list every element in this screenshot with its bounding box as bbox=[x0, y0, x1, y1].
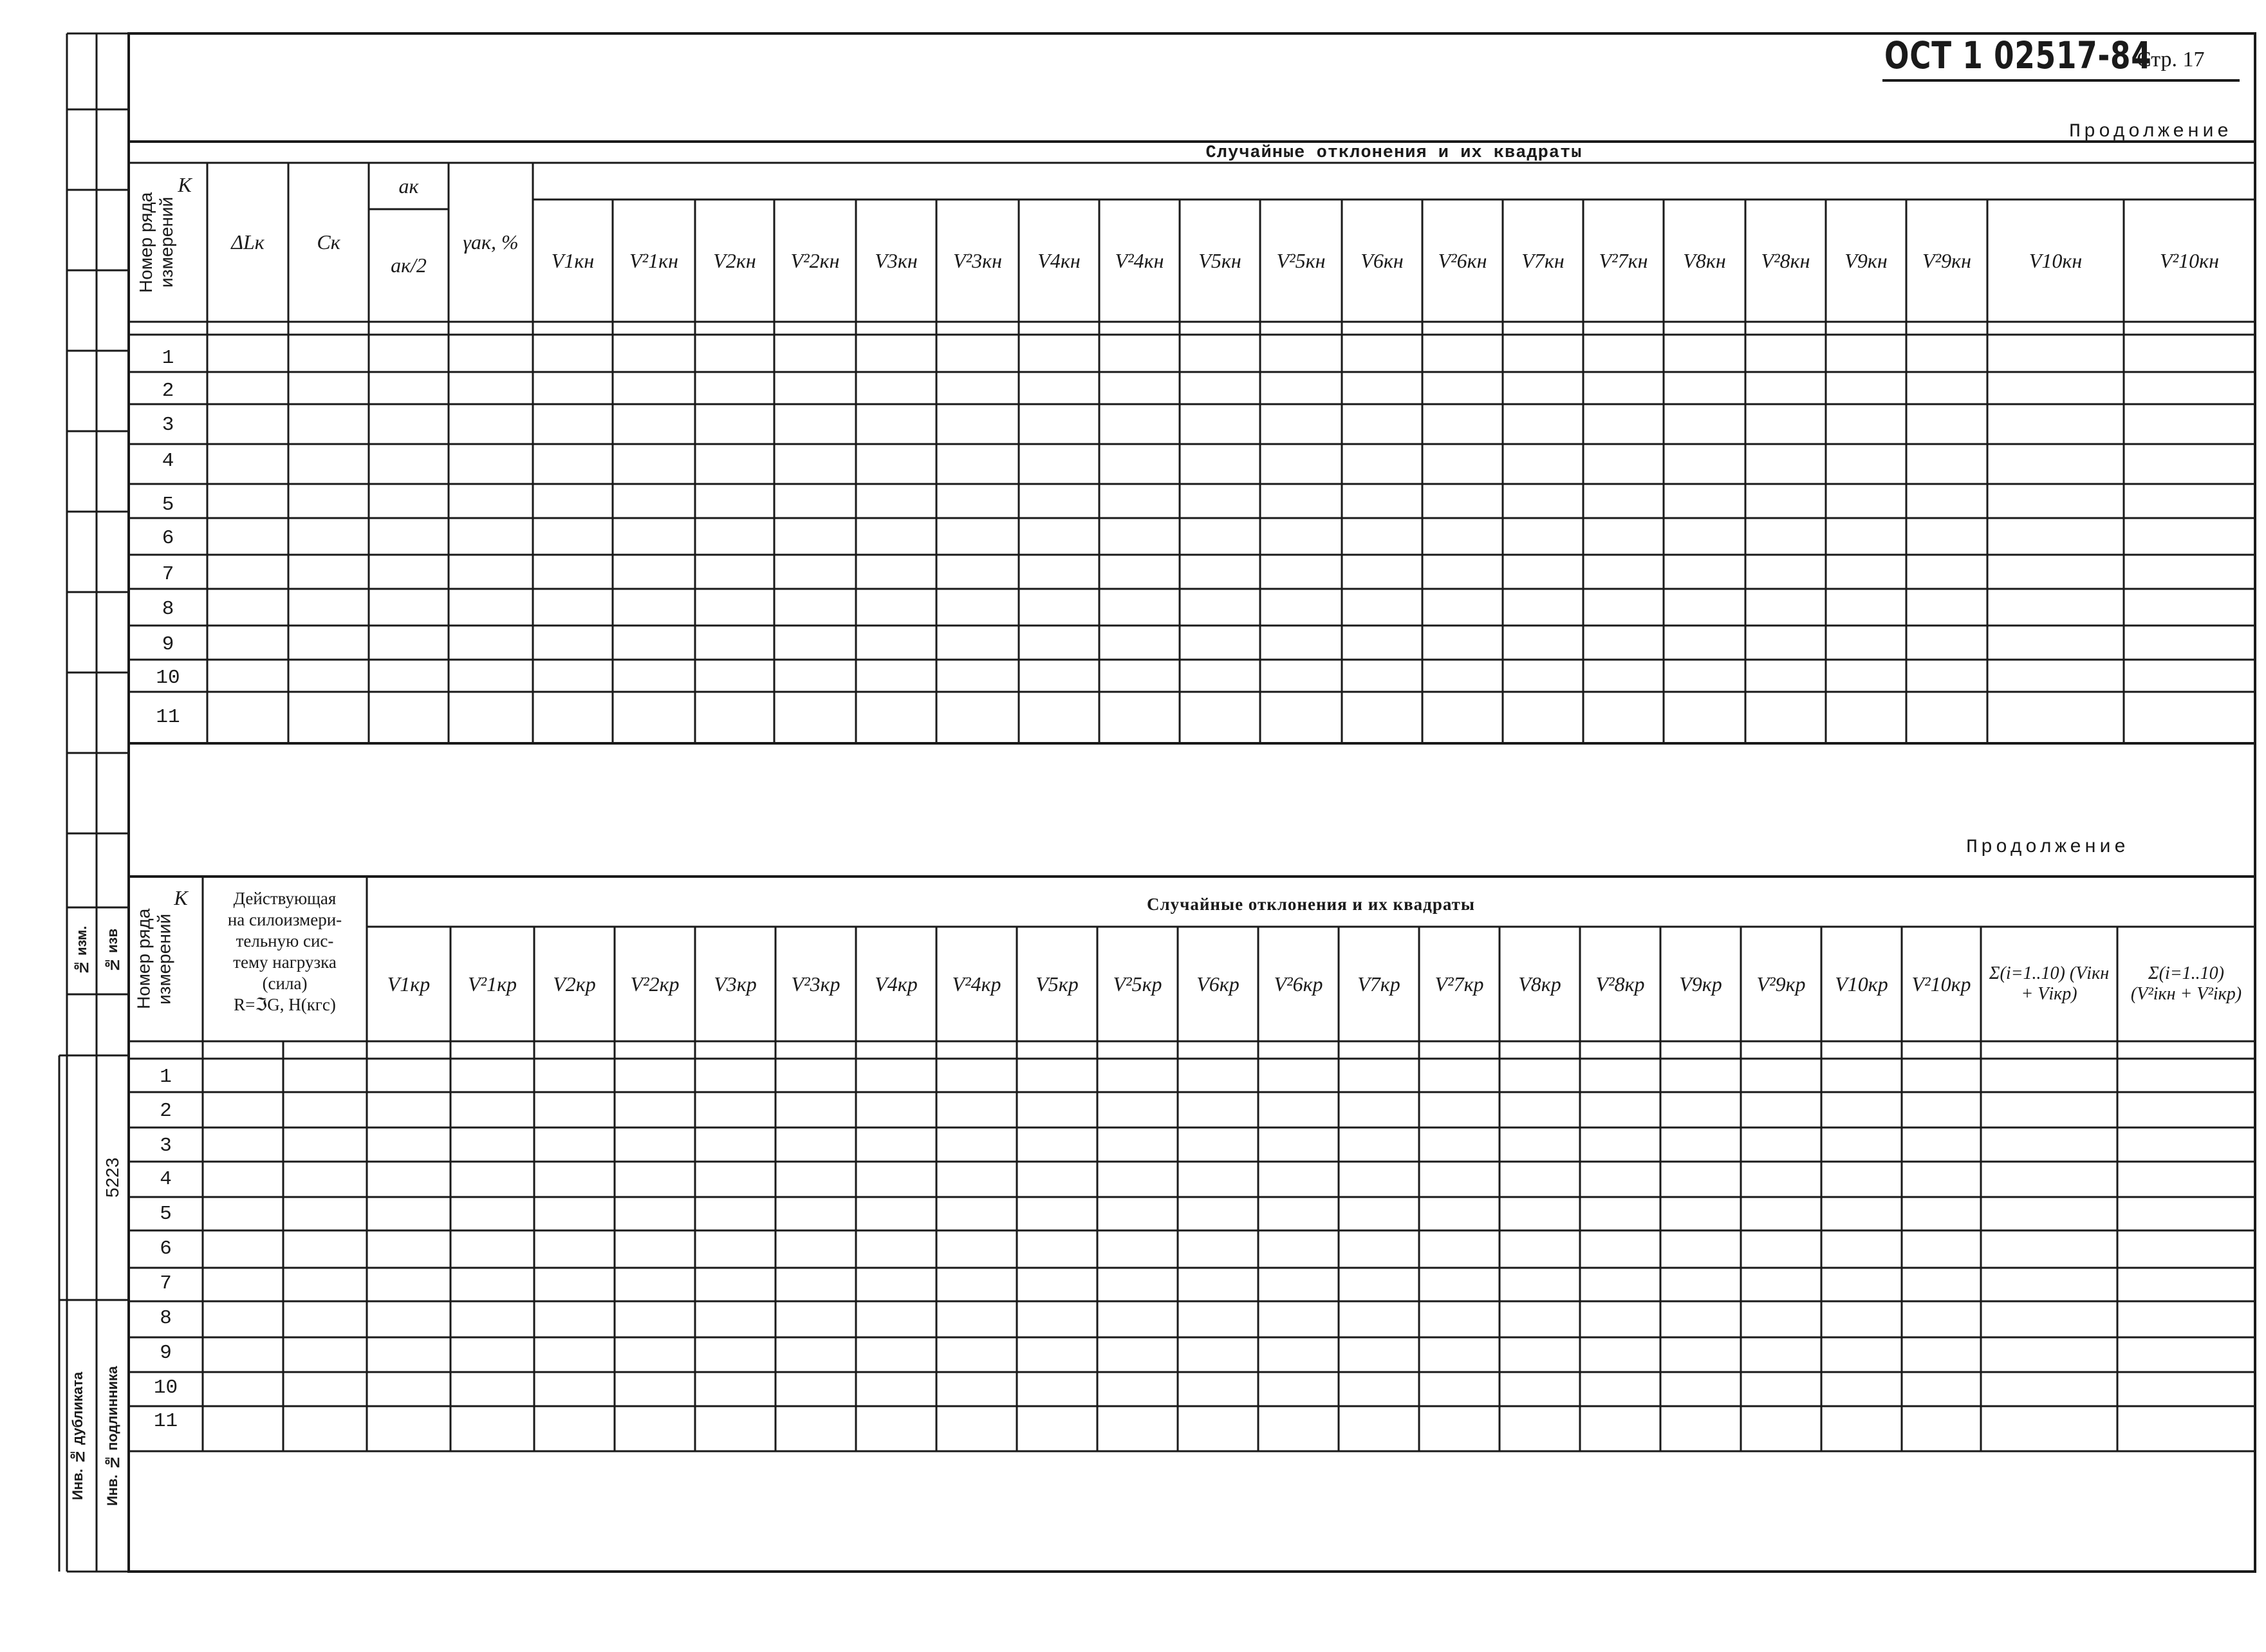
document-code: ОСТ 1 02517-84 bbox=[1884, 33, 2152, 77]
load-line: R=ℑG, Н(кгс) bbox=[234, 994, 336, 1014]
table2-row-number: 7 bbox=[160, 1272, 172, 1295]
dev-col-13: V7кн bbox=[1521, 248, 1565, 272]
table2-row-header-label: Номер ряда измерений bbox=[133, 908, 174, 1010]
dev-col-17: V9кн bbox=[1844, 248, 1888, 272]
table1-group-title: Случайные отклонения и их квадраты bbox=[1205, 143, 1583, 163]
dev2-col-9: V5кр bbox=[1035, 972, 1079, 996]
dev2-col-18: V²9кр bbox=[1756, 972, 1806, 996]
col-a-k: aк bbox=[398, 174, 419, 198]
table1-row-number: 3 bbox=[162, 413, 174, 436]
load-line: тему нагрузка bbox=[233, 952, 337, 972]
table1-row-header-label: Номер ряда измерений bbox=[136, 192, 177, 293]
dev2-col-3: V2кр bbox=[553, 972, 596, 996]
load-line: тельную сис- bbox=[236, 931, 334, 951]
dev2-col-16: V²8кр bbox=[1595, 972, 1645, 996]
col-a-k-half: aк/2 bbox=[391, 254, 427, 277]
table2-row-number: 9 bbox=[160, 1341, 172, 1364]
table2-group-title: Случайные отклонения и их квадраты bbox=[1147, 894, 1475, 914]
dev2-col-5: V3кр bbox=[714, 972, 757, 996]
stamp-change-no: № изм. bbox=[73, 925, 89, 976]
dev-col-9: V5кн bbox=[1198, 248, 1241, 272]
table2-row-number: 1 bbox=[160, 1065, 172, 1088]
dev-col-10: V²5кн bbox=[1276, 248, 1326, 272]
dev-col-20: V²10кн bbox=[2160, 248, 2219, 272]
dev-col-4: V²2кн bbox=[790, 248, 840, 272]
table2-continuation-label: Продолжение bbox=[1966, 837, 2130, 858]
dev-col-7: V4кн bbox=[1037, 248, 1081, 272]
table2-row-number: 2 bbox=[160, 1099, 172, 1122]
col-gamma-a-k: γaк, % bbox=[463, 230, 519, 254]
dev-col-11: V6кн bbox=[1361, 248, 1404, 272]
col-delta-l: ΔLк bbox=[231, 230, 265, 254]
dev2-col-14: V²7кр bbox=[1435, 972, 1484, 996]
dev-col-6: V²3кн bbox=[953, 248, 1002, 272]
table1-row-header-symbol: K bbox=[178, 172, 192, 196]
sum-col-1: Σ(i=1..10) (Vікн + Vікр) bbox=[1989, 963, 2110, 1004]
dev-col-19: V10кн bbox=[2029, 248, 2083, 272]
table1-row-number: 10 bbox=[156, 666, 180, 689]
dev2-col-13: V7кр bbox=[1357, 972, 1400, 996]
table2-row-number: 4 bbox=[160, 1167, 172, 1191]
table1-row-number: 5 bbox=[162, 493, 174, 516]
dev2-col-10: V²5кр bbox=[1113, 972, 1162, 996]
table1-row-number: 11 bbox=[156, 705, 180, 729]
dev2-col-15: V8кр bbox=[1518, 972, 1561, 996]
table1-row-number: 6 bbox=[162, 526, 174, 550]
table1-row-number: 9 bbox=[162, 633, 174, 656]
dev-col-2: V²1кн bbox=[629, 248, 678, 272]
dev-col-1: V1кн bbox=[551, 248, 595, 272]
dev-col-12: V²6кн bbox=[1438, 248, 1487, 272]
table1-row-number: 4 bbox=[162, 449, 174, 472]
dev2-col-8: V²4кр bbox=[952, 972, 1001, 996]
dev-col-15: V8кн bbox=[1683, 248, 1726, 272]
dev-col-8: V²4кн bbox=[1115, 248, 1164, 272]
load-line: на силоизмери- bbox=[227, 909, 342, 929]
load-line: Действующая bbox=[233, 889, 337, 908]
dev2-col-1: V1кр bbox=[387, 972, 431, 996]
dev2-col-19: V10кр bbox=[1835, 972, 1888, 996]
table2-row-number: 8 bbox=[160, 1306, 172, 1330]
continuation-label: Продолжение bbox=[2069, 121, 2233, 143]
dev-col-16: V²8кн bbox=[1761, 248, 1810, 272]
load-line: (сила) bbox=[262, 973, 308, 993]
table2-row-header-symbol: K bbox=[174, 886, 188, 909]
sum-col-2: Σ(i=1..10) (V²ікн + V²ікр) bbox=[2130, 963, 2242, 1004]
dev-col-5: V3кн bbox=[875, 248, 918, 272]
table1-row-number: 7 bbox=[162, 562, 174, 586]
dev-col-18: V²9кн bbox=[1922, 248, 1971, 272]
table2-row-number: 6 bbox=[160, 1237, 172, 1260]
table1-row-number: 1 bbox=[162, 346, 174, 369]
page-number: Стр. 17 bbox=[2137, 48, 2205, 71]
dev2-col-12: V²6кр bbox=[1274, 972, 1323, 996]
stamp-inv-original: Инв. № подлинника bbox=[104, 1366, 120, 1506]
dev2-col-6: V²3кр bbox=[791, 972, 840, 996]
stamp-notice-no: № изв bbox=[104, 928, 120, 974]
col-c-k: Cк bbox=[317, 230, 340, 254]
dev2-col-20: V²10кр bbox=[1911, 972, 1971, 996]
table1-row-number: 8 bbox=[162, 597, 174, 620]
dev-col-3: V2кн bbox=[713, 248, 756, 272]
dev2-col-2: V²1кр bbox=[467, 972, 517, 996]
dev-col-14: V²7кн bbox=[1599, 248, 1648, 272]
table2-row-number: 10 bbox=[153, 1376, 178, 1399]
stamp-inv-number: 5223 bbox=[102, 1157, 122, 1198]
stamp-inv-duplicate: Инв. № дубликата bbox=[70, 1371, 86, 1500]
dev2-col-7: V4кр bbox=[875, 972, 918, 996]
table2-row-number: 11 bbox=[153, 1409, 178, 1433]
dev2-col-4: V²2кр bbox=[630, 972, 680, 996]
table2-row-number: 5 bbox=[160, 1202, 172, 1225]
dev2-col-11: V6кр bbox=[1196, 972, 1240, 996]
table2-row-number: 3 bbox=[160, 1134, 172, 1157]
table1-row-number: 2 bbox=[162, 379, 174, 402]
table2-load-column bbox=[203, 888, 367, 1036]
dev2-col-17: V9кр bbox=[1679, 972, 1722, 996]
